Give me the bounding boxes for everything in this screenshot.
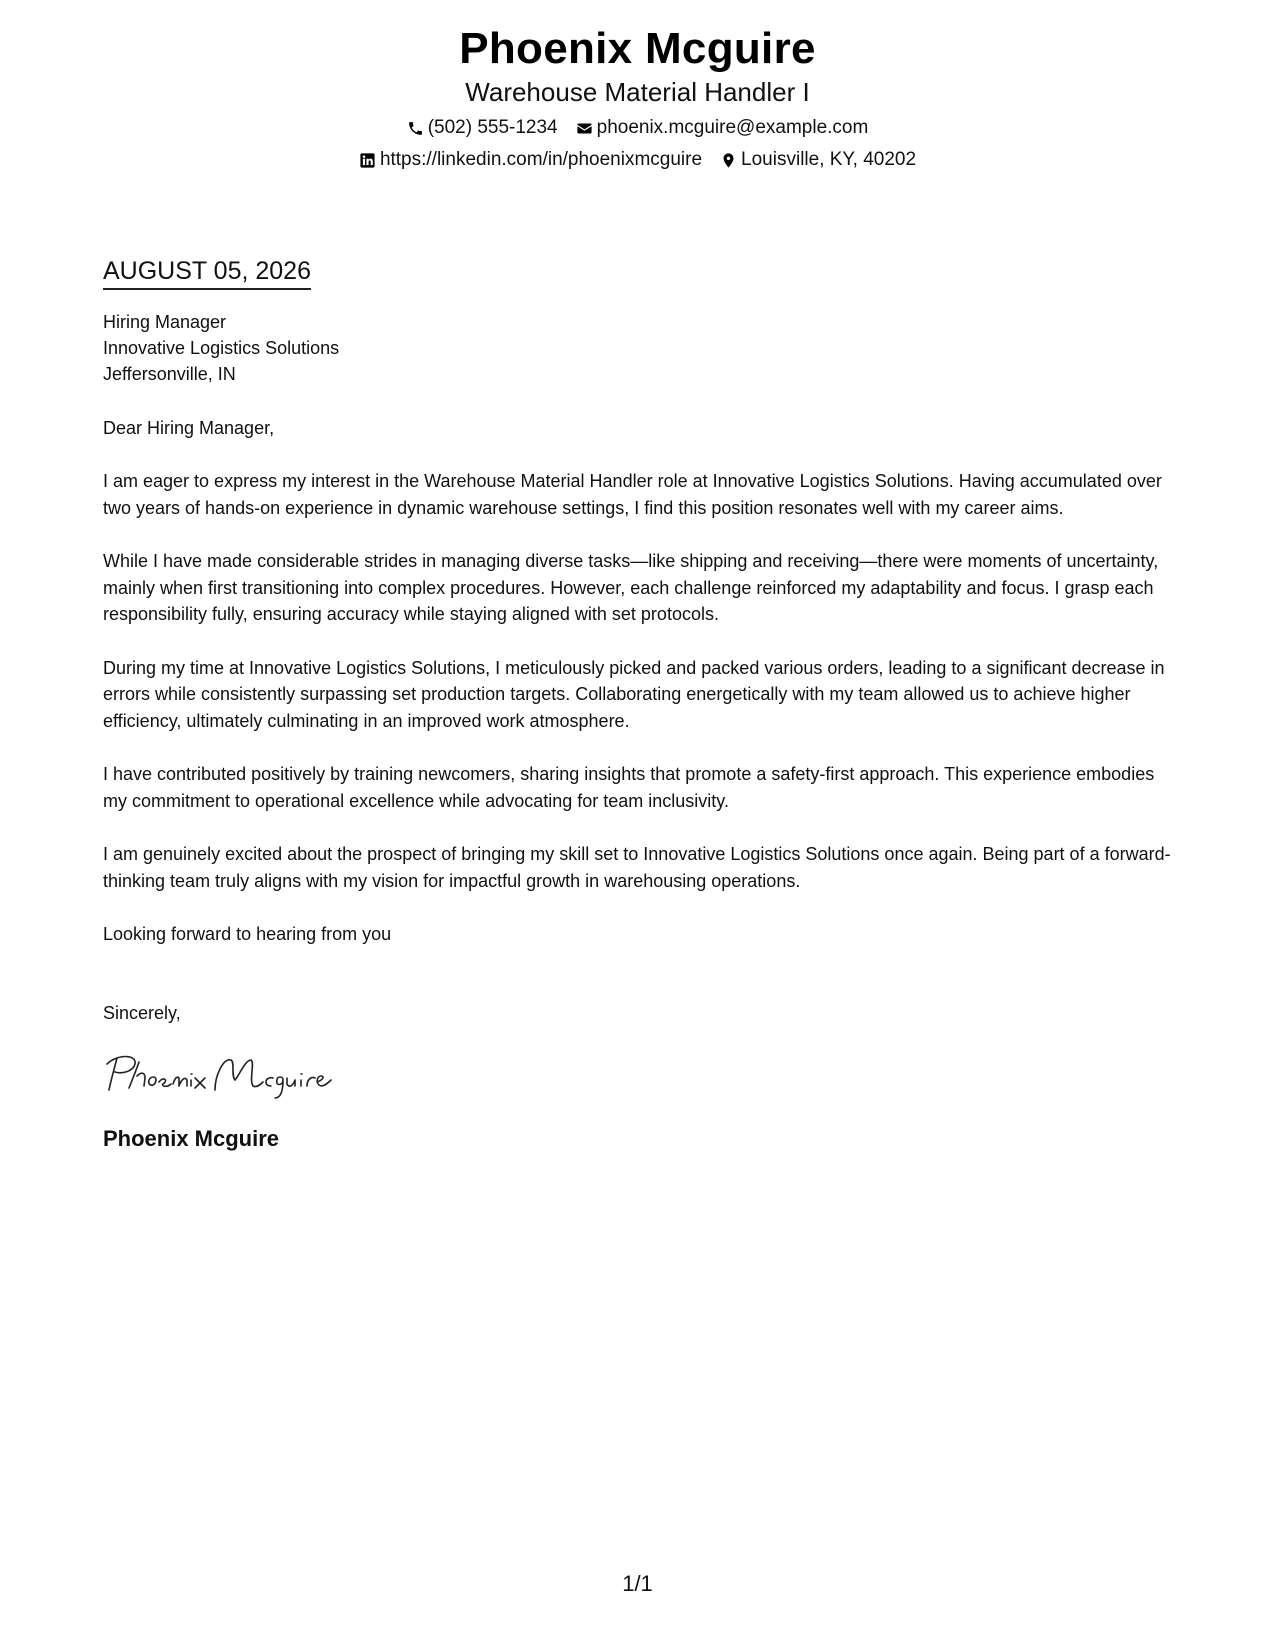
letter-date: AUGUST 05, 2026	[103, 255, 311, 290]
email-contact	[576, 116, 869, 140]
contact-row-primary	[0, 116, 1275, 140]
phone-number: (502) 555-1234	[427, 117, 558, 138]
sign-off: Sincerely,	[103, 1003, 181, 1023]
location-contact	[720, 148, 916, 172]
map-marker-icon	[720, 152, 737, 169]
handwritten-signature	[103, 1050, 373, 1100]
signer-name: Phoenix Mcguire	[103, 1126, 280, 1151]
linkedin-url: https://linkedin.com/in/phoenixmcguire	[379, 149, 703, 170]
letter-body	[103, 255, 1173, 1154]
recipient-company: Innovative Logistics Solutions	[103, 338, 340, 358]
recipient-name: Hiring Manager	[103, 312, 227, 332]
body-paragraph: I am eager to express my interest in the Warehouse Material Handler role at Innovative Logistics Solutions. Having accumulated over two years of hands-on experience in dynamic warehouse settings, I find this position resonates well with my career aims.	[103, 471, 1162, 518]
closing-line: Looking forward to hearing from you	[103, 924, 392, 944]
body-paragraph: While I have made considerable strides in managing diverse tasks—like shipping and receiving—there were moments of uncertainty, mainly when first transitioning into complex procedures. However, each challenge reinforced my adaptability and focus. I grasp each responsibility fully, ensuring accuracy while staying aligned with set protocols.	[103, 551, 1159, 624]
body-paragraph: I have contributed positively by training newcomers, sharing insights that promote a safety-first approach. This experience embodies my commitment to operational excellence while advocating for team inclusivity.	[103, 764, 1155, 811]
envelope-icon	[576, 120, 593, 137]
phone-contact	[407, 116, 558, 140]
recipient-block	[103, 309, 1173, 387]
letter-header	[0, 20, 1275, 172]
linkedin-contact	[359, 148, 702, 172]
body-paragraph: During my time at Innovative Logistics Solutions, I meticulously picked and packed various orders, leading to a significant decrease in errors while consistently surpassing set production targets. Collaborating energetically with my team allowed us to achieve higher efficiency, ultimately culminating in an improved work atmosphere.	[103, 657, 1165, 731]
location-text: Louisville, KY, 40202	[741, 149, 917, 170]
page-number: 1/1	[622, 1571, 653, 1596]
applicant-title: Warehouse Material Handler I	[465, 77, 810, 107]
salutation: Dear Hiring Manager,	[103, 418, 275, 438]
linkedin-icon	[359, 152, 376, 169]
applicant-name: Phoenix Mcguire	[459, 24, 816, 73]
contact-row-secondary	[0, 148, 1275, 172]
email-address: phoenix.mcguire@example.com	[596, 117, 869, 138]
phone-icon	[407, 120, 424, 137]
recipient-location: Jeffersonville, IN	[103, 364, 236, 384]
body-paragraph: I am genuinely excited about the prospect of bringing my skill set to Innovative Logistics Solutions once again. Being part of a forward-thinking team truly aligns with my vision for impactful growth in warehousing operations.	[103, 844, 1171, 891]
